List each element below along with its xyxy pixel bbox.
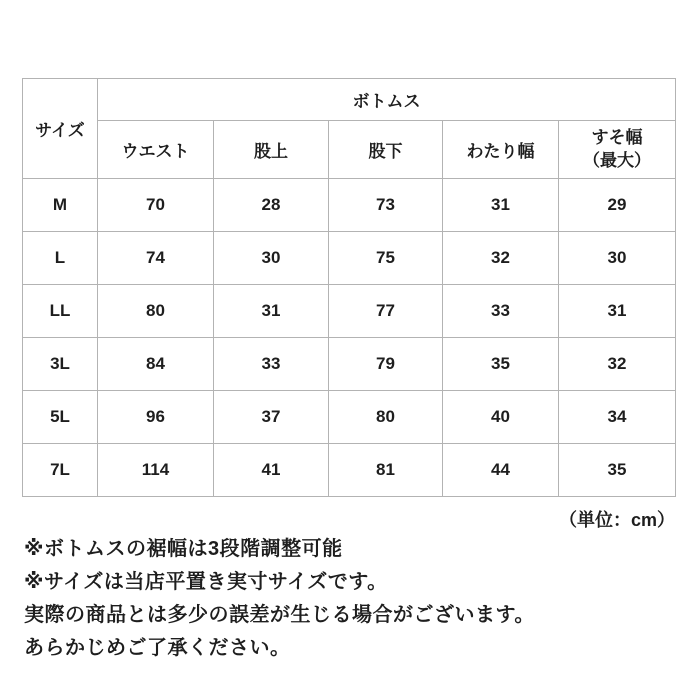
note-tolerance: 実際の商品とは多少の誤差が生じる場合がございます。	[24, 604, 535, 626]
cell-hem-width: 35	[559, 444, 676, 497]
cell-thigh-width: 44	[443, 444, 559, 497]
cell-waist: 70	[98, 179, 214, 232]
size-label: 5L	[23, 391, 98, 444]
table-row-ll	[23, 285, 676, 338]
table-row-3l	[23, 338, 676, 391]
cell-waist: 84	[98, 338, 214, 391]
size-table	[22, 78, 676, 497]
cell-rise: 37	[214, 391, 329, 444]
column-header-hem-width: すそ幅 （最大）	[559, 121, 676, 179]
cell-thigh-width: 40	[443, 391, 559, 444]
column-header-inseam: 股下	[329, 121, 443, 179]
cell-inseam: 77	[329, 285, 443, 338]
footnotes	[24, 538, 680, 670]
column-header-rise: 股上	[214, 121, 329, 179]
cell-inseam: 80	[329, 391, 443, 444]
cell-hem-width: 31	[559, 285, 676, 338]
size-label: L	[23, 232, 98, 285]
cell-inseam: 73	[329, 179, 443, 232]
cell-waist: 74	[98, 232, 214, 285]
table-row-5l	[23, 391, 676, 444]
column-header-waist: ウエスト	[98, 121, 214, 179]
cell-thigh-width: 32	[443, 232, 559, 285]
cell-rise: 28	[214, 179, 329, 232]
table-row-l	[23, 232, 676, 285]
cell-waist: 96	[98, 391, 214, 444]
unit-label: （単位：cm）	[558, 510, 675, 530]
note-hem-adjustable: ※ボトムスの裾幅は3段階調整可能	[24, 538, 343, 560]
column-header-thigh-width: わたり幅	[443, 121, 559, 179]
cell-thigh-width: 35	[443, 338, 559, 391]
corner-header-size: サイズ	[23, 79, 98, 179]
cell-inseam: 81	[329, 444, 443, 497]
table-row-m	[23, 179, 676, 232]
cell-rise: 30	[214, 232, 329, 285]
cell-hem-width: 29	[559, 179, 676, 232]
cell-rise: 31	[214, 285, 329, 338]
cell-hem-width: 30	[559, 232, 676, 285]
cell-waist: 80	[98, 285, 214, 338]
group-header-bottoms: ボトムス	[98, 79, 676, 121]
size-label: M	[23, 179, 98, 232]
cell-inseam: 79	[329, 338, 443, 391]
cell-rise: 33	[214, 338, 329, 391]
cell-hem-width: 34	[559, 391, 676, 444]
header-row-group	[23, 79, 676, 121]
size-label: LL	[23, 285, 98, 338]
note-flat-measurement: ※サイズは当店平置き実寸サイズです。	[24, 571, 388, 593]
note-understanding: あらかじめご了承ください。	[24, 637, 291, 659]
cell-waist: 114	[98, 444, 214, 497]
cell-hem-width: 32	[559, 338, 676, 391]
header-row-columns	[23, 121, 676, 179]
cell-thigh-width: 31	[443, 179, 559, 232]
cell-thigh-width: 33	[443, 285, 559, 338]
cell-inseam: 75	[329, 232, 443, 285]
size-label: 3L	[23, 338, 98, 391]
cell-rise: 41	[214, 444, 329, 497]
table-row-7l	[23, 444, 676, 497]
size-label: 7L	[23, 444, 98, 497]
